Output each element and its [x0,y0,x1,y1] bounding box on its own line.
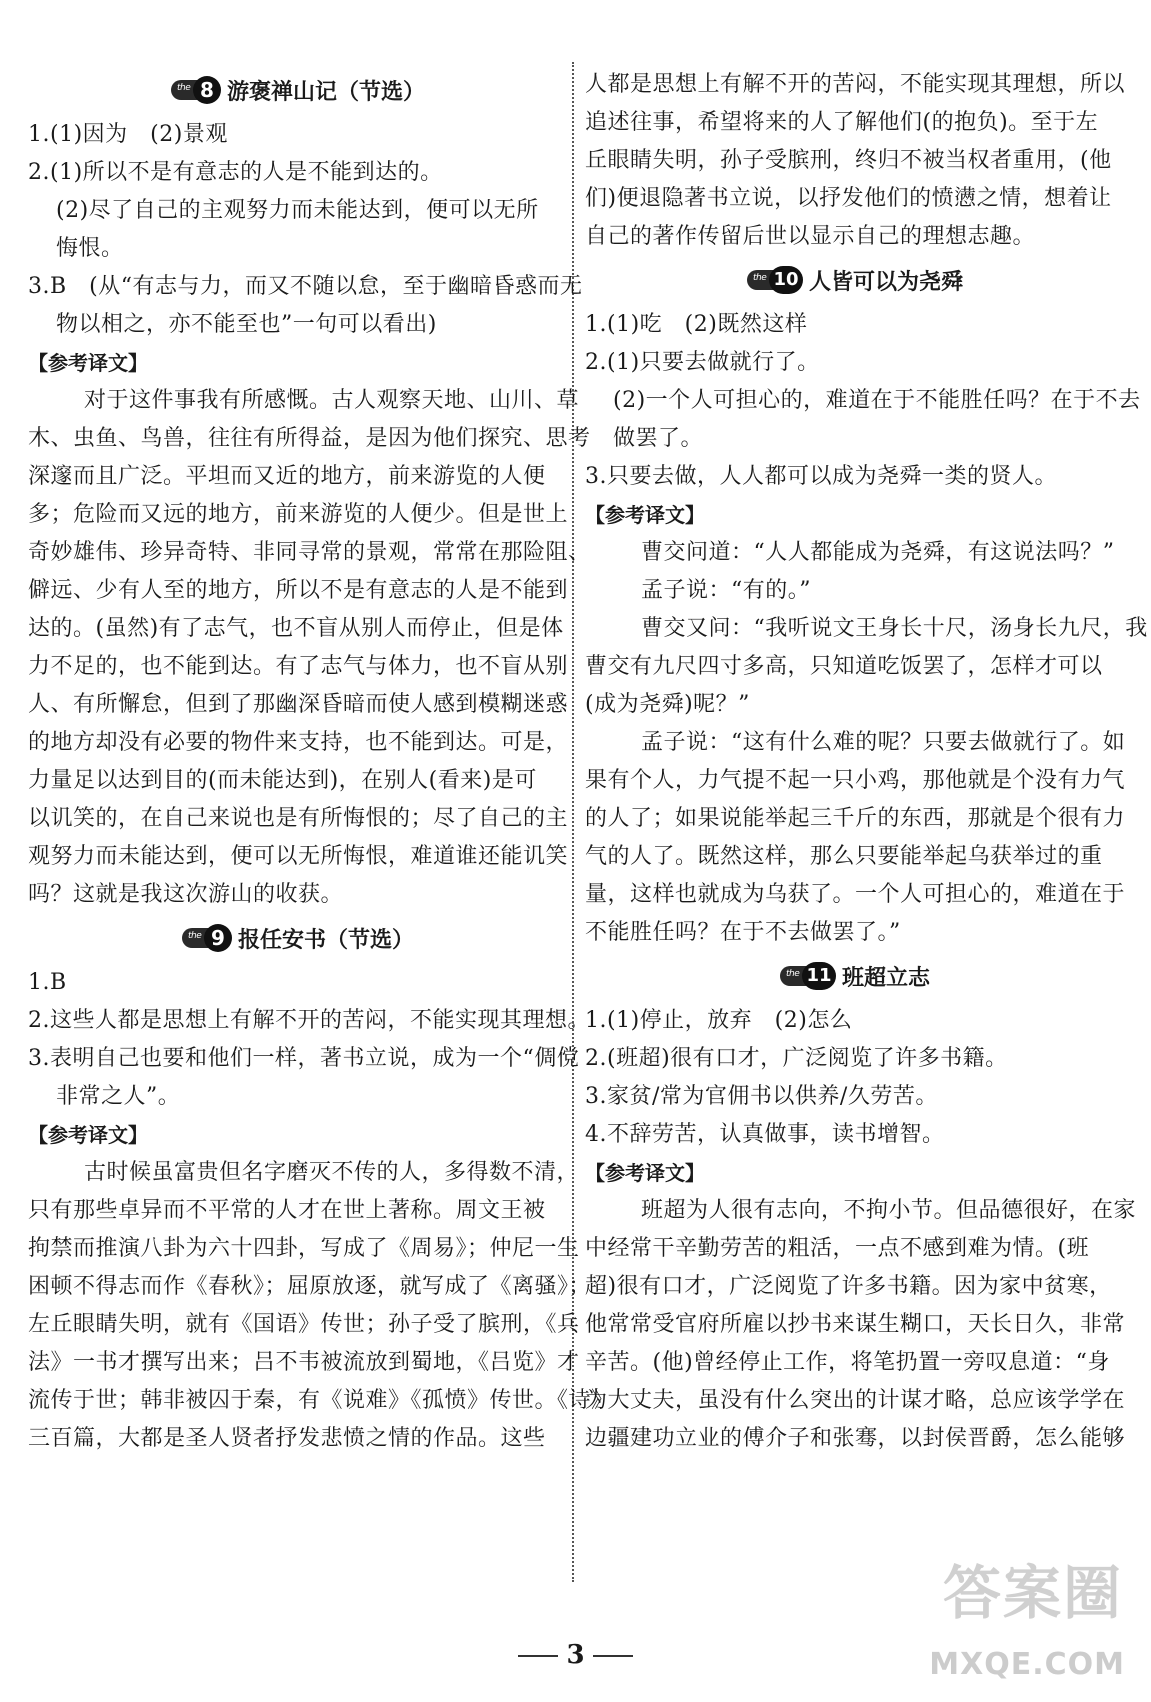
translation-line: 曹交有九尺四寸多高，只知道吃饭罢了，怎样才可以 [585,654,1103,679]
translation-line: 古时候虽富贵但名字磨灭不传的人，多得数不清， [84,1160,580,1185]
translation-line: 吗？这就是我这次游山的收获。 [28,882,344,907]
translation-line: 对于这件事我有所感慨。古人观察天地、山川、草 [84,388,580,413]
translation-line: 以讥笑的，在自己来说也是有所悔恨的；尽了自己的主 [28,806,569,831]
translation-line: 班超为人很有志向，不拘小节。但品德很好，在家 [641,1198,1137,1223]
translation-line: 超)很有口才，广泛阅览了许多书籍。因为家中贫寒， [585,1274,1112,1299]
answer-line: 1.(1)吃 (2)既然这样 [585,312,808,337]
answer-line: 4.不辞劳苦，认真做事，读书增智。 [585,1122,945,1147]
answer-line: 2.(班超)很有口才，广泛阅览了许多书籍。 [585,1046,1008,1071]
section-title: 人皆可以为尧舜 [808,269,963,295]
section-title: 班超立志 [841,965,930,991]
translation-line: 丘眼睛失明，孙子受膑刑，终归不被当权者重用，(他 [585,148,1112,173]
translation-line: 左丘眼睛失明，就有《国语》传世；孙子受了膑刑，《兵 [28,1312,580,1337]
translation-line: 流传于世；韩非被囚于秦，有《说难》《孤愤》传世。《诗》 [28,1388,614,1413]
translation-line: 辛苦。(他)曾经停止工作，将笔扔置一旁叹息道：“身 [585,1350,1110,1375]
reference-translation-label: 【参考译文】 [28,351,148,375]
translation-line: 果有个人，力气提不起一只小鸡，那他就是个没有力气 [585,768,1126,793]
translation-line: (成为尧舜)呢？” [585,692,750,717]
page-number: 3 [0,1640,1151,1670]
translation-line: 深邃而且广泛。平坦而又近的地方，前来游览的人便 [28,464,546,489]
translation-line: 木、虫鱼、鸟兽，往往有所得益，是因为他们探究、思考 [28,426,591,451]
translation-line: 僻远、少有人至的地方，所以不是有意志的人是不能到 [28,578,569,603]
translation-line: 人、有所懈怠，但到了那幽深昏暗而使人感到模糊迷惑 [28,692,569,717]
translation-line: 中经常干辛勤劳苦的粗活，一点不感到难为情。(班 [585,1236,1090,1261]
reference-translation-label: 【参考译文】 [585,503,705,527]
answer-line: 悔恨。 [56,236,124,261]
translation-line: 他常常受官府所雇以抄书来谋生糊口，天长日久，非常 [585,1312,1126,1337]
answer-line: 3.只要去做，人人都可以成为尧舜一类的贤人。 [585,464,1057,489]
translation-line: 为大丈夫，虽没有什么突出的计谋才略，总应该学学在 [585,1388,1126,1413]
section-number-badge: the 11 [780,962,834,990]
translation-line: 孟子说：“这有什么难的呢？只要去做就行了。如 [641,730,1126,755]
answer-line: 1.(1)因为 (2)景观 [28,122,228,147]
translation-line: 三百篇，大都是圣人贤者抒发悲愤之情的作品。这些 [28,1426,546,1451]
answer-line: 1.(1)停止，放弃 (2)怎么 [585,1008,853,1033]
section-number-badge: the 9 [182,924,230,952]
translation-line: 曹交问道：“人人都能成为尧舜，有这说法吗？” [641,540,1115,565]
section-number-badge: the 10 [747,266,801,294]
translation-line: 人都是思想上有解不开的苦闷，不能实现其理想，所以 [585,72,1126,97]
left-column [28,66,614,1458]
section-heading-10 [585,258,1125,302]
page-number-dash [593,1655,633,1657]
translation-line: 的地方却没有必要的物件来支持，也不能到达。可是， [28,730,569,755]
translation-line: 只有那些卓异而不平常的人才在世上著称。周文王被 [28,1198,546,1223]
translation-line: 曹交又问：“我听说文王身长十尺，汤身长九尺，我 [641,616,1148,641]
page-number-dash [518,1655,558,1657]
answer-line: 2.(1)所以不是有意志的人是不能到达的。 [28,160,443,185]
translation-line: 自己的著作传留后世以显示自己的理想志趣。 [585,224,1036,249]
translation-line: 的人了；如果说能举起三千斤的东西，那就是个很有力 [585,806,1126,831]
section-heading-8 [28,68,568,112]
watermark-url: MXQE.COM [929,1647,1125,1682]
translation-line: 追述往事，希望将来的人了解他们(的抱负)。至于左 [585,110,1099,135]
translation-line: 孟子说：“有的。” [641,578,811,603]
translation-line: 量，这样也就成为乌获了。一个人可担心的，难道在于 [585,882,1126,907]
translation-line: 观努力而未能达到，便可以无所悔恨，难道谁还能讥笑 [28,844,569,869]
section-heading-9 [28,916,568,960]
watermark-logo [913,1540,1133,1690]
section-number-badge: the 8 [171,76,219,104]
answer-line: (2)尽了自己的主观努力而未能达到，便可以无所 [56,198,539,223]
translation-line: 拘禁而推演八卦为六十四卦，写成了《周易》；仲尼一生 [28,1236,580,1261]
translation-line: 不能胜任吗？在于不去做罢了。” [585,920,901,945]
reference-translation-label: 【参考译文】 [585,1161,705,1185]
section-title: 游褒禅山记（节选） [226,79,425,105]
translation-line: 法》一书才撰写出来；吕不韦被流放到蜀地，《吕览》才 [28,1350,580,1375]
watermark-chars: 答案圈 [942,1559,1123,1627]
section-heading-11 [585,954,1125,998]
answer-line: 物以相之，亦不能至也”一句可以看出) [56,312,437,337]
answer-line: 做罢了。 [613,426,704,451]
translation-line: 困顿不得志而作《春秋》；屈原放逐，就写成了《离骚》； [28,1274,592,1299]
translation-line: 力不足的，也不能到达。有了志气与体力，也不盲从别 [28,654,569,679]
answer-line: 3.表明自己也要和他们一样，著书立说，成为一个“倜傥 [28,1046,580,1071]
translation-line: 气的人了。既然这样，那么只要能举起乌获举过的重 [585,844,1103,869]
translation-line: 达的。(虽然)有了志气，也不盲从别人而停止，但是体 [28,616,564,641]
translation-line: 奇妙雄伟、珍异奇特、非同寻常的景观，常常在那险阻、 [28,540,591,565]
answer-line: 非常之人”。 [56,1084,181,1109]
answer-line: 2.(1)只要去做就行了。 [585,350,820,375]
answer-line: (2)一个人可担心的，难道在于不能胜任吗？在于不去 [613,388,1141,413]
translation-line: 多；危险而又远的地方，前来游览的人便少。但是世上 [28,502,569,527]
answer-line: 3.家贫/常为官佣书以供养/久劳苦。 [585,1084,938,1109]
translation-line: 力量足以达到目的(而未能达到)，在别人(看来)是可 [28,768,537,793]
right-column [585,66,1148,1458]
answer-line: 2.这些人都是思想上有解不开的苦闷，不能实现其理想。 [28,1008,590,1033]
translation-line: 边疆建功立业的傅介子和张骞，以封侯晋爵，怎么能够 [585,1426,1126,1451]
reference-translation-label: 【参考译文】 [28,1123,148,1147]
answer-line: 3.B (从“有志与力，而又不随以怠，至于幽暗昏惑而无 [28,274,583,299]
translation-line: 们)便退隐著书立说，以抒发他们的愤懑之情，想着让 [585,186,1112,211]
section-title: 报任安书（节选） [237,927,414,953]
answer-line: 1.B [28,970,67,995]
